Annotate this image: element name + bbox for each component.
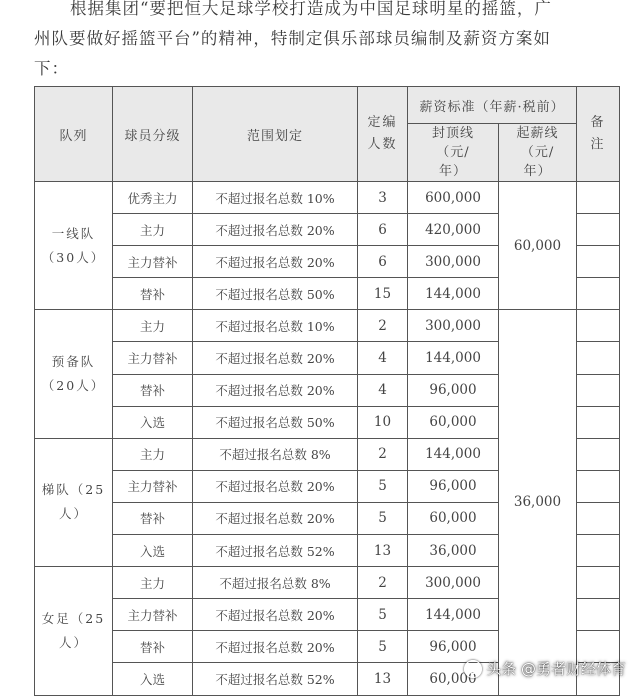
intro-paragraph: [34, 0, 624, 84]
header-floor: 起薪线（元/年）: [499, 124, 577, 182]
quota-cell: 2: [358, 310, 408, 342]
quota-cell: 5: [358, 502, 408, 534]
quota-cell: 2: [358, 438, 408, 470]
quota-cell: 4: [358, 374, 408, 406]
quota-cell: 3: [358, 182, 408, 214]
scope-cell: 不超过报名总数 20%: [193, 631, 358, 663]
note-cell: [577, 535, 620, 567]
grade-cell: 入选: [113, 663, 193, 695]
cap-cell: 144,000: [408, 278, 499, 310]
quota-cell: 6: [358, 246, 408, 278]
note-cell: [577, 567, 620, 599]
scope-cell: 不超过报名总数 52%: [193, 535, 358, 567]
grade-cell: 主力: [113, 214, 193, 246]
table-row: [35, 310, 620, 342]
scope-cell: 不超过报名总数 10%: [193, 310, 358, 342]
quota-cell: 6: [358, 214, 408, 246]
scope-cell: 不超过报名总数 8%: [193, 438, 358, 470]
note-cell: [577, 342, 620, 374]
quota-cell: 10: [358, 406, 408, 438]
quota-cell: 13: [358, 663, 408, 695]
header-quota: 定编人数: [358, 87, 408, 182]
watermark-text: 头条 @勇者财经体育: [486, 660, 626, 678]
scope-cell: 不超过报名总数 50%: [193, 406, 358, 438]
team-cell: 一线队（30人）: [35, 182, 113, 310]
watermark-logo-icon: [464, 660, 482, 678]
grade-cell: 替补: [113, 502, 193, 534]
quota-cell: 15: [358, 278, 408, 310]
grade-cell: 主力替补: [113, 599, 193, 631]
quota-cell: 5: [358, 631, 408, 663]
scope-cell: 不超过报名总数 50%: [193, 278, 358, 310]
floor-cell: 60,000: [499, 182, 577, 310]
header-grade: 球员分级: [113, 87, 193, 182]
note-cell: [577, 246, 620, 278]
scope-cell: 不超过报名总数 20%: [193, 502, 358, 534]
note-cell: [577, 438, 620, 470]
scope-cell: 不超过报名总数 20%: [193, 599, 358, 631]
quota-cell: 5: [358, 599, 408, 631]
note-cell: [577, 214, 620, 246]
note-cell: [577, 374, 620, 406]
scope-cell: 不超过报名总数 10%: [193, 182, 358, 214]
cap-cell: 144,000: [408, 438, 499, 470]
note-cell: [577, 406, 620, 438]
floor-cell: 36,000: [499, 310, 577, 695]
cap-cell: 60,000: [408, 502, 499, 534]
salary-table: [34, 86, 620, 696]
scope-cell: 不超过报名总数 20%: [193, 342, 358, 374]
note-cell: [577, 182, 620, 214]
grade-cell: 替补: [113, 374, 193, 406]
quota-cell: 5: [358, 470, 408, 502]
scope-cell: 不超过报名总数 20%: [193, 246, 358, 278]
scope-cell: 不超过报名总数 20%: [193, 470, 358, 502]
grade-cell: 替补: [113, 631, 193, 663]
quota-cell: 2: [358, 567, 408, 599]
header-cap: 封顶线（元/年）: [408, 124, 499, 182]
note-cell: [577, 470, 620, 502]
grade-cell: 主力: [113, 567, 193, 599]
cap-cell: 300,000: [408, 246, 499, 278]
quota-cell: 4: [358, 342, 408, 374]
cap-cell: 96,000: [408, 470, 499, 502]
cap-cell: 96,000: [408, 374, 499, 406]
cap-cell: 300,000: [408, 310, 499, 342]
team-cell: 女足（25人）: [35, 567, 113, 695]
grade-cell: 主力: [113, 438, 193, 470]
note-cell: [577, 278, 620, 310]
header-salary: 薪资标准（年薪·税前）: [408, 87, 577, 124]
grade-cell: 替补: [113, 278, 193, 310]
scope-cell: 不超过报名总数 20%: [193, 374, 358, 406]
team-cell: 梯队（25人）: [35, 438, 113, 566]
grade-cell: 入选: [113, 406, 193, 438]
cap-cell: 96,000: [408, 631, 499, 663]
cap-cell: 600,000: [408, 182, 499, 214]
note-cell: [577, 310, 620, 342]
grade-cell: 主力替补: [113, 470, 193, 502]
cap-cell: 300,000: [408, 567, 499, 599]
note-cell: [577, 502, 620, 534]
intro-line-1: 根据集团“要把恒大足球学校打造成为中国足球明星的摇篮，广: [70, 0, 552, 18]
intro-line-3: 下：: [34, 59, 69, 78]
cap-cell: 420,000: [408, 214, 499, 246]
cap-cell: 60,000: [408, 663, 499, 695]
intro-line-2: 州队要做好摇篮平台”的精神，特制定俱乐部球员编制及薪资方案如: [34, 29, 551, 48]
grade-cell: 主力替补: [113, 342, 193, 374]
cap-cell: 36,000: [408, 535, 499, 567]
quota-cell: 13: [358, 535, 408, 567]
header-team: 队列: [35, 87, 113, 182]
grade-cell: 主力: [113, 310, 193, 342]
header-note: 备注: [577, 87, 620, 182]
scope-cell: 不超过报名总数 52%: [193, 663, 358, 695]
scope-cell: 不超过报名总数 20%: [193, 214, 358, 246]
grade-cell: 优秀主力: [113, 182, 193, 214]
team-cell: 预备队（20人）: [35, 310, 113, 438]
cap-cell: 60,000: [408, 406, 499, 438]
table-row: [35, 182, 620, 214]
watermark: [464, 658, 626, 679]
header-scope: 范围划定: [193, 87, 358, 182]
grade-cell: 主力替补: [113, 246, 193, 278]
cap-cell: 144,000: [408, 342, 499, 374]
note-cell: [577, 599, 620, 631]
scope-cell: 不超过报名总数 8%: [193, 567, 358, 599]
cap-cell: 144,000: [408, 599, 499, 631]
grade-cell: 入选: [113, 535, 193, 567]
